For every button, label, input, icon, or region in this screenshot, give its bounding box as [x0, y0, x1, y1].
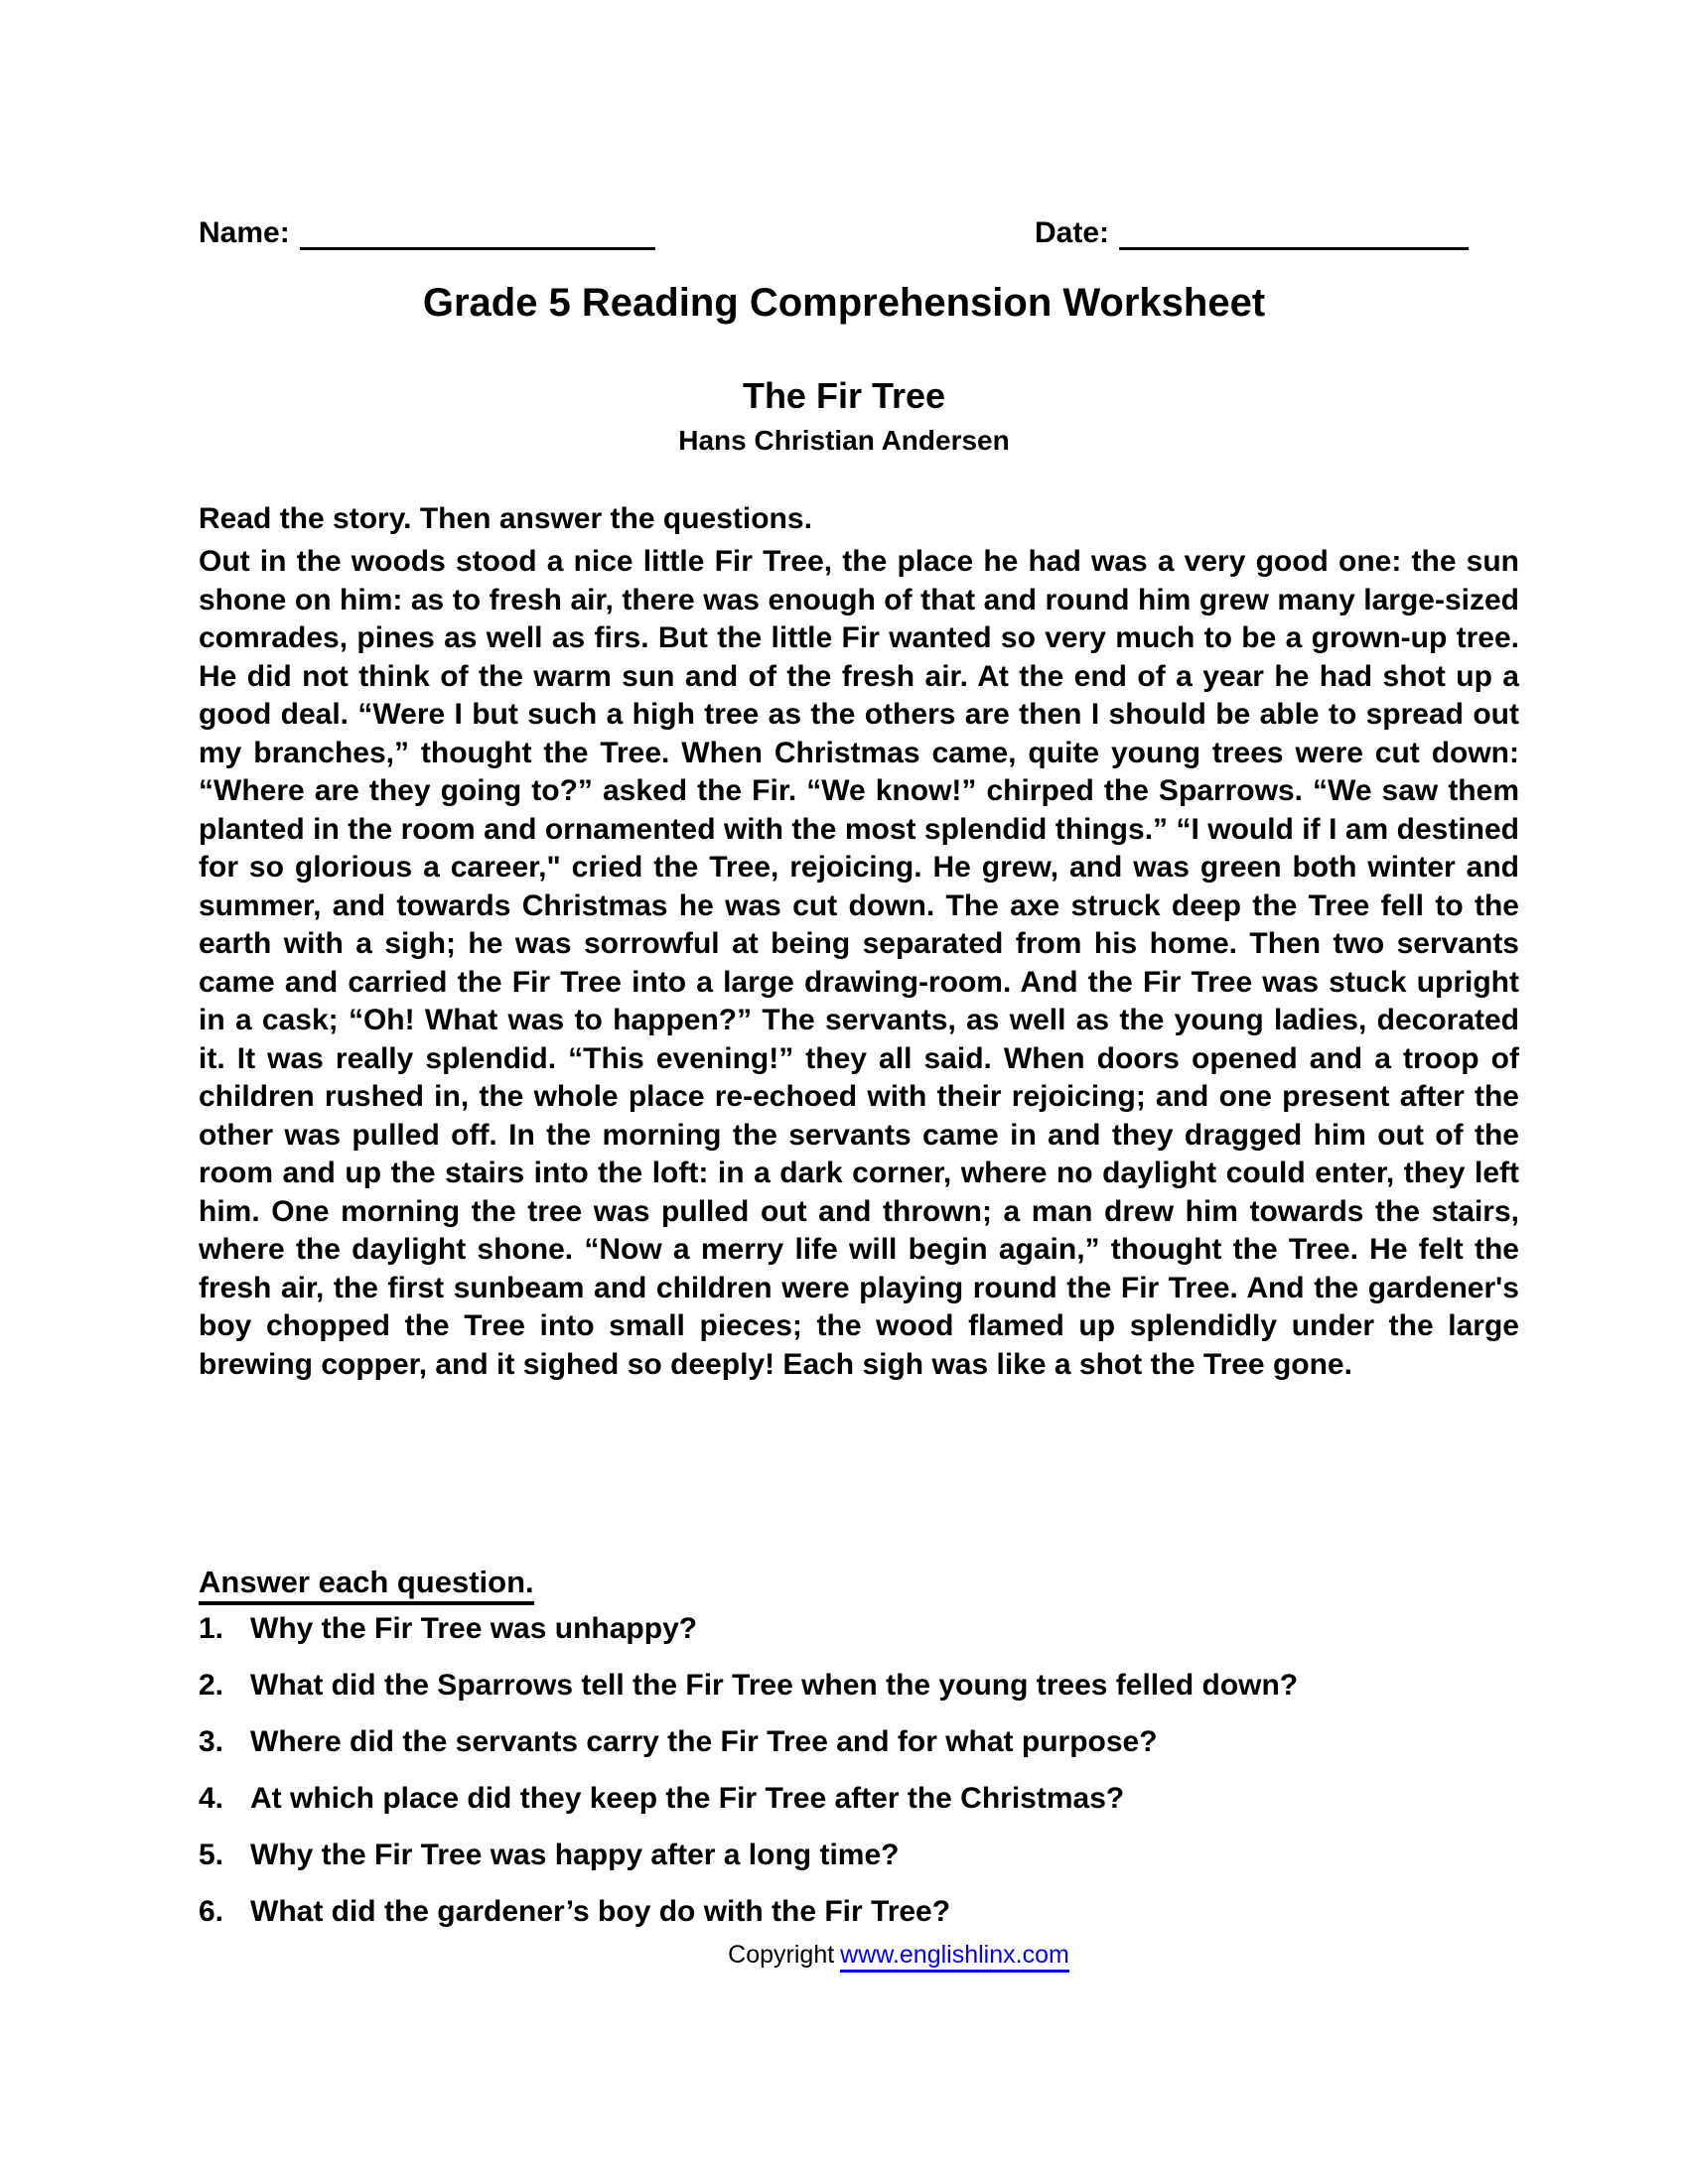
question-number: 1.	[199, 1612, 224, 1645]
story-author: Hans Christian Andersen	[678, 425, 1010, 456]
question-text: What did the Sparrows tell the Fir Tree when the young trees felled down?	[250, 1669, 1299, 1702]
date-field-row	[1035, 216, 1469, 250]
question-text: What did the gardener’s boy do with the Fir Tree?	[250, 1895, 951, 1928]
date-label: Date:	[1035, 216, 1110, 249]
question-row	[199, 1612, 1569, 1646]
copyright-footer	[199, 1941, 1599, 1970]
name-label: Name:	[199, 216, 290, 249]
question-number: 4.	[199, 1782, 224, 1815]
story-instruction: Read the story. Then answer the questions.	[199, 502, 812, 535]
date-blank-line	[1119, 246, 1469, 250]
copyright-link[interactable]: www.englishlinx.com	[840, 1941, 1069, 1973]
question-number: 6.	[199, 1895, 224, 1928]
question-row	[199, 1782, 1569, 1816]
page-title: Grade 5 Reading Comprehension Worksheet	[422, 281, 1266, 325]
question-row	[199, 1895, 1569, 1929]
copyright-label: Copyright	[728, 1941, 835, 1969]
question-row	[199, 1725, 1569, 1759]
name-blank-line	[300, 246, 655, 250]
question-text: At which place did they keep the Fir Tree after the Christmas?	[250, 1782, 1125, 1815]
question-text: Why the Fir Tree was unhappy?	[250, 1612, 698, 1645]
story-title: The Fir Tree	[742, 375, 946, 416]
name-field-row	[199, 216, 655, 250]
questions-heading	[199, 1565, 534, 1600]
question-row	[199, 1669, 1569, 1703]
question-text: Why the Fir Tree was happy after a long time?	[250, 1839, 900, 1871]
questions-heading-text: Answer each question.	[199, 1565, 534, 1605]
question-number: 2.	[199, 1669, 224, 1702]
question-text: Where did the servants carry the Fir Tree and for what purpose?	[250, 1725, 1158, 1758]
question-number: 3.	[199, 1725, 224, 1758]
question-row	[199, 1839, 1569, 1872]
question-number: 5.	[199, 1839, 224, 1871]
story-text: Out in the woods stood a nice little Fir Tree, the place he had was a very good one: the sun shone on him: as to fresh air, there was enough of that and round him grew many large-sized comrades, pines as well as firs. But the little Fir wanted so very much to be a grown-up tree. He did not think of the warm sun and of the fresh air. At the end of a year he had shot up a good deal. “Were I but such a high tree as the others are then I should be able to spread out my branches,” thought the Tree. When Christmas came, quite young trees were cut down: “Where are they going to?” asked the Fir. “We know!” chirped the Sparrows. “We saw them planted in the room and ornamented with the most splendid things.” “I would if I am destined for so glorious a career," cried the Tree, rejoicing. He grew, and was green both winter and summer, and towards Christmas he was cut down. The axe struck deep the Tree fell to the earth with a sigh; he was sorrowful at being separated from his home. Then two servants came and carried the Fir Tree into a large drawing-room. And the Fir Tree was stuck upright in a cask; “Oh! What was to happen?” The servants, as well as the young ladies, decorated it. It was really splendid. “This evening!” they all said. When doors opened and a troop of children rushed in, the whole place re-echoed with their rejoicing; and one present after the other was pulled off. In the morning the servants came in and they dragged him out of the room and up the stairs into the loft: in a dark corner, where no daylight could enter, they left him. One morning the tree was pulled out and thrown; a man drew him towards the stairs, where the daylight shone. “Now a merry life will begin again,” thought the Tree. He felt the fresh air, the first sunbeam and children were playing round the Fir Tree. And the gardener's boy chopped the Tree into small pieces; the wood flamed up splendidly under the large brewing copper, and it sighed so deeply! Each sigh was like a shot the Tree gone.	[199, 545, 1519, 1381]
